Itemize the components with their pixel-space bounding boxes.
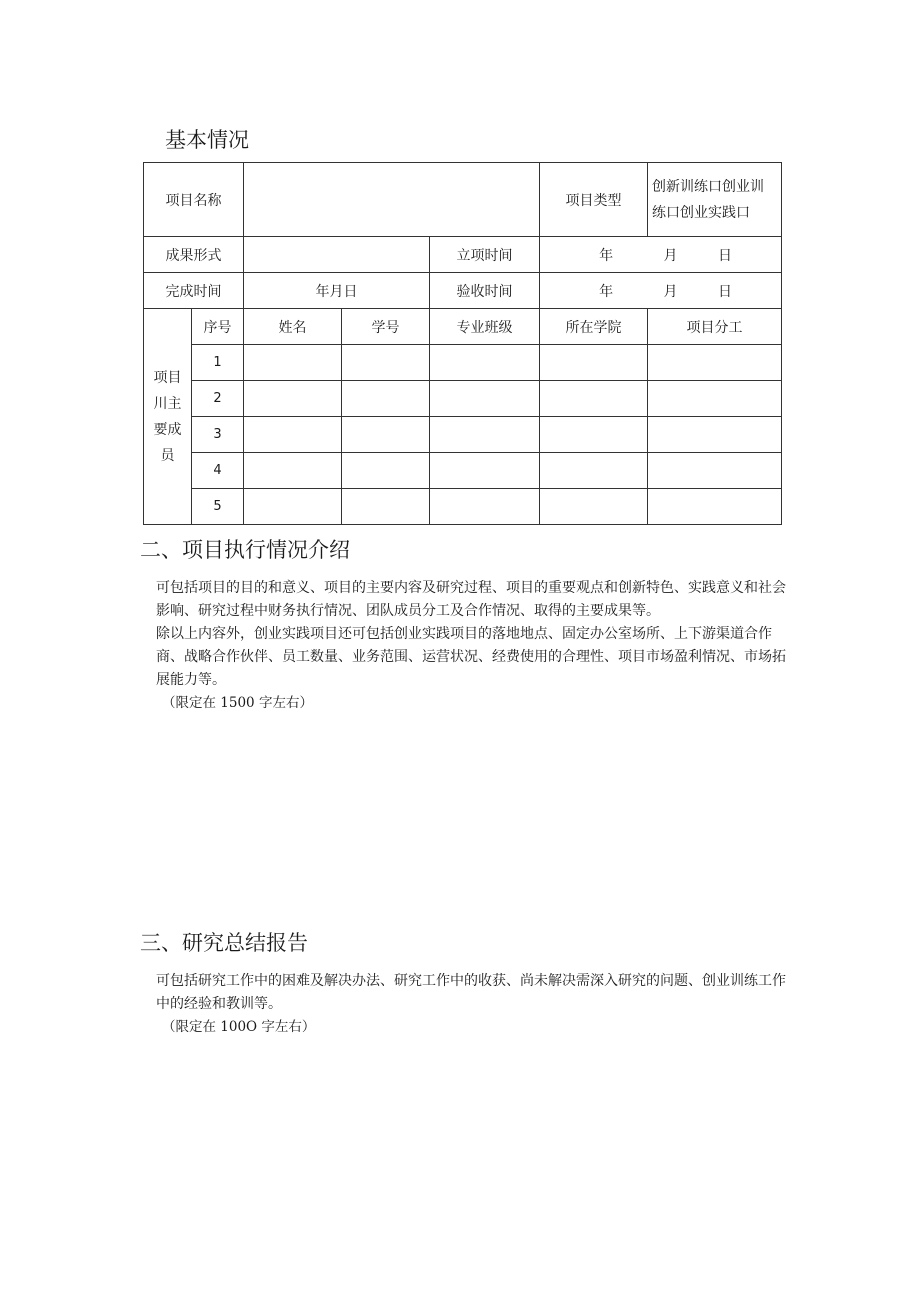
members-label-line: 川主 <box>153 395 182 412</box>
acceptance-year: 年 <box>599 283 614 300</box>
member-name-cell[interactable] <box>244 489 342 525</box>
member-class-cell[interactable] <box>430 381 540 417</box>
members-label-line: 项目 <box>153 369 182 386</box>
approval-time-label: 立项时间 <box>430 237 540 273</box>
execution-paragraph-2: 除以上内容外，创业实践项目还可包括创业实践项目的落地地点、固定办公室场所、上下游渠道合作商、战略合作伙伴、员工数量、业务范围、运营状况、经费使用的合理性、项目市场盈利情况、市场拓展能力等。 <box>156 626 786 688</box>
header-college: 所在学院 <box>540 309 648 345</box>
section-title-execution: 二、项目执行情况介绍 <box>140 538 350 562</box>
member-id-cell[interactable] <box>342 381 430 417</box>
member-role-cell[interactable] <box>648 417 782 453</box>
acceptance-time-value[interactable] <box>540 273 782 309</box>
member-name-cell[interactable] <box>244 453 342 489</box>
section-title-summary: 三、研究总结报告 <box>140 931 308 955</box>
header-role: 项目分工 <box>648 309 782 345</box>
member-id-cell[interactable] <box>342 489 430 525</box>
header-student-id: 学号 <box>342 309 430 345</box>
member-class-cell[interactable] <box>430 453 540 489</box>
member-id-cell[interactable] <box>342 453 430 489</box>
project-name-label: 项目名称 <box>144 163 244 237</box>
members-label <box>144 309 192 525</box>
members-label-line: 要成 <box>153 421 182 438</box>
member-college-cell[interactable] <box>540 417 648 453</box>
row-index: 3 <box>192 417 244 453</box>
execution-paragraph-1: 可包括项目的目的和意义、项目的主要内容及研究过程、项目的重要观点和创新特色、实践意义和社会影响、研究过程中财务执行情况、团队成员分工及合作情况、取得的主要成果等。 <box>156 580 786 619</box>
row-index: 4 <box>192 453 244 489</box>
member-college-cell[interactable] <box>540 489 648 525</box>
approval-year: 年 <box>599 247 614 264</box>
basic-info-table <box>143 162 782 525</box>
member-class-cell[interactable] <box>430 345 540 381</box>
member-class-cell[interactable] <box>430 489 540 525</box>
completion-time-value[interactable]: 年月日 <box>244 273 430 309</box>
header-index: 序号 <box>192 309 244 345</box>
execution-word-limit-note: （限定在 1500 字左右） <box>162 695 313 711</box>
member-class-cell[interactable] <box>430 417 540 453</box>
project-type-options[interactable] <box>648 163 782 237</box>
summary-description <box>156 970 796 1039</box>
member-college-cell[interactable] <box>540 345 648 381</box>
acceptance-month: 月 <box>663 283 678 300</box>
table-row <box>144 453 782 489</box>
member-role-cell[interactable] <box>648 345 782 381</box>
members-label-line: 员 <box>160 447 175 464</box>
member-college-cell[interactable] <box>540 381 648 417</box>
member-role-cell[interactable] <box>648 453 782 489</box>
member-id-cell[interactable] <box>342 417 430 453</box>
project-type-line-2: 练口创业实践口 <box>652 204 751 221</box>
approval-time-value[interactable] <box>540 237 782 273</box>
summary-paragraph-1: 可包括研究工作中的困难及解决办法、研究工作中的收获、尚未解决需深入研究的问题、创业训练工作中的经验和教训等。 <box>156 973 786 1012</box>
member-id-cell[interactable] <box>342 345 430 381</box>
table-row <box>144 345 782 381</box>
member-role-cell[interactable] <box>648 381 782 417</box>
project-name-value[interactable] <box>244 163 540 237</box>
result-form-label: 成果形式 <box>144 237 244 273</box>
header-major-class: 专业班级 <box>430 309 540 345</box>
row-index: 5 <box>192 489 244 525</box>
table-row <box>144 381 782 417</box>
member-name-cell[interactable] <box>244 345 342 381</box>
approval-month: 月 <box>663 247 678 264</box>
section-title-basic-info: 基本情况 <box>165 128 249 152</box>
project-type-label: 项目类型 <box>540 163 648 237</box>
acceptance-day: 日 <box>717 283 732 300</box>
approval-day: 日 <box>717 247 732 264</box>
row-index: 2 <box>192 381 244 417</box>
completion-time-label: 完成时间 <box>144 273 244 309</box>
row-index: 1 <box>192 345 244 381</box>
member-name-cell[interactable] <box>244 417 342 453</box>
project-type-line-1: 创新训练口创业训 <box>652 178 765 195</box>
result-form-value[interactable] <box>244 237 430 273</box>
acceptance-time-label: 验收时间 <box>430 273 540 309</box>
member-role-cell[interactable] <box>648 489 782 525</box>
execution-description <box>156 577 796 715</box>
member-college-cell[interactable] <box>540 453 648 489</box>
table-row <box>144 417 782 453</box>
header-name: 姓名 <box>244 309 342 345</box>
member-name-cell[interactable] <box>244 381 342 417</box>
table-row <box>144 489 782 525</box>
summary-word-limit-note: （限定在 100O 字左右） <box>162 1019 316 1035</box>
